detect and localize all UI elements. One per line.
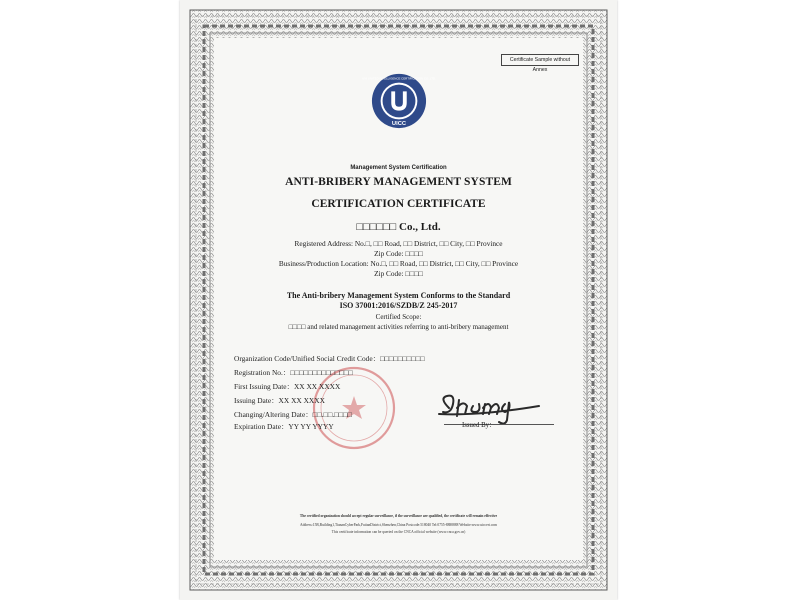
issued-by: Issued By： bbox=[462, 422, 496, 429]
logo-caption: Management System Certification bbox=[350, 165, 447, 171]
business-zip: Zip Code: □□□□ bbox=[374, 269, 423, 278]
expiration-date: Expiration Date：YY YY YYYY bbox=[234, 422, 334, 431]
changing-date: Changing/Altering Date：□□.□□.□□□□ bbox=[234, 410, 353, 419]
standard-line-1: The Anti-bribery Management System Conforms to the Standard bbox=[286, 291, 511, 300]
footer-surveillance: The certified organization should accept regular surveillance, if the surveillance are qualified, the certificate will remain effective bbox=[299, 514, 498, 518]
footer-query: This certificate information can be queried on the CNCA official website (www.cnca.gov.cn) bbox=[331, 530, 466, 534]
scope-text: □□□□ and related management activities referring to anti-bribery management bbox=[288, 323, 509, 331]
signature-line bbox=[444, 424, 554, 425]
sample-note: Certificate Sample without Annex bbox=[501, 54, 579, 66]
certificate-body bbox=[214, 38, 583, 560]
title-line-1: ANTI-BRIBERY MANAGEMENT SYSTEM bbox=[285, 176, 512, 188]
first-issuing-date: First Issuing Date：XX XX XXXX bbox=[234, 382, 341, 391]
company-name: □□□□□□ Co., Ltd. bbox=[356, 221, 441, 233]
org-code: Organization Code/Unified Social Credit Code：□□□□□□□□□□ bbox=[234, 354, 425, 363]
business-location: Business/Production Location: No.□, □□ Road, □□ District, □□ City, □□ Province bbox=[278, 259, 519, 268]
certificate-sheet bbox=[180, 0, 617, 600]
title-line-2: CERTIFICATION CERTIFICATE bbox=[311, 198, 486, 210]
logo-ring-text: UNI UNITED INTELLIGENCE CERTIFICATION CO.,LTD. bbox=[361, 76, 436, 81]
registration-no: Registration No.：□□□□□□□□□□□□□□ bbox=[234, 368, 353, 377]
issuing-date: Issuing Date：XX XX XXXX bbox=[234, 396, 325, 405]
uicc-logo-icon bbox=[214, 72, 583, 135]
logo-letters: UICC bbox=[391, 121, 406, 128]
standard-line-2: ISO 37001:2016/SZDB/Z 245-2017 bbox=[339, 301, 458, 310]
footer-address: Address:15B,Building1,TiananCyberPark,FutianDistrict,Shenzhen,China Postcode:518040 Tel:0755-8888888 Website:www.uiccert.com bbox=[300, 523, 497, 527]
registered-zip: Zip Code: □□□□ bbox=[374, 249, 423, 258]
scope-label: Certified Scope: bbox=[375, 313, 422, 321]
registered-address: Registered Address: No.□, □□ Road, □□ District, □□ City, □□ Province bbox=[294, 239, 503, 248]
